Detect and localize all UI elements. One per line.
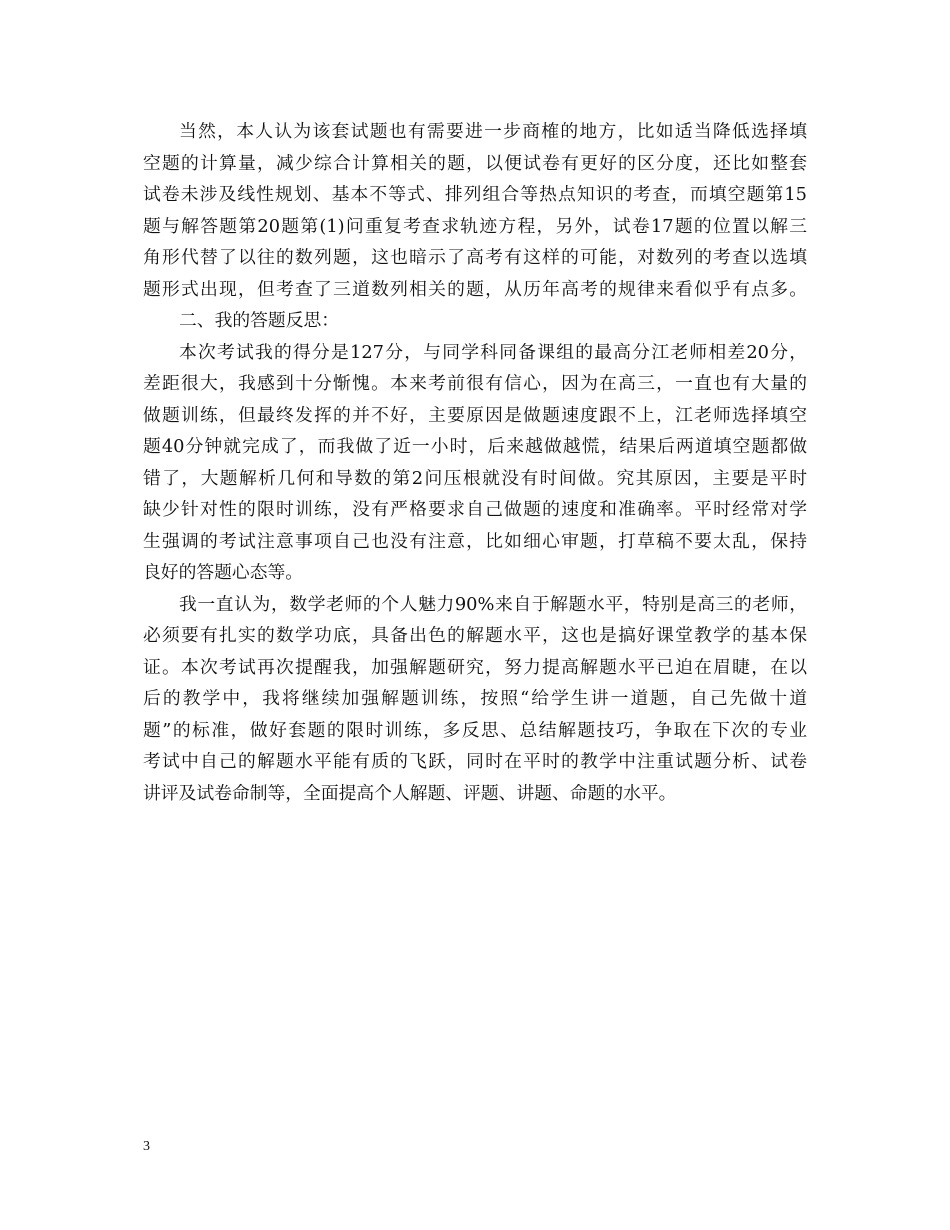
text-line: 缺少针对性的限时训练，没有严格要求自己做题的速度和准确率。平时经常对学 [143, 499, 807, 520]
paragraph-exam-critique [143, 116, 807, 305]
section-heading [143, 305, 807, 337]
text-line: 当然，本人认为该套试题也有需要进一步商榷的地方，比如适当降低选择填 [179, 121, 807, 142]
text-line: 必须要有扎实的数学功底，具备出色的解题水平，这也是搞好课堂教学的基本保 [143, 625, 807, 646]
text-line: 良好的答题心态等。 [143, 562, 304, 583]
paragraph-teaching-plan [143, 589, 807, 810]
text-line: 本次考试我的得分是127分，与同学科同备课组的最高分江老师相差20分， [179, 341, 807, 363]
text-line: 讲评及试卷命制等，全面提高个人解题、评题、讲题、命题的水平。 [143, 782, 677, 804]
text-line: 题形式出现，但考查了三道数列相关的题，从历年高考的规律来看似乎有点多。 [143, 278, 807, 300]
paragraph-answer-reflection [143, 337, 807, 589]
text-line: 我一直认为，数学老师的个人魅力90%来自于解题水平，特别是高三的老师， [179, 593, 807, 615]
text-line: 角形代替了以往的数列题，这也暗示了高考有这样的可能，对数列的考查以选填 [143, 247, 807, 268]
text-line: 证。本次考试再次提醒我，加强解题研究，努力提高解题水平已迫在眉睫，在以 [143, 656, 807, 678]
page-number: 3 [143, 1139, 150, 1154]
text-line: 题”的标准，做好套题的限时训练，多反思、总结解题技巧，争取在下次的专业 [143, 719, 807, 741]
text-line: 考试中自己的解题水平能有质的飞跃，同时在平时的教学中注重试题分析、试卷 [143, 751, 807, 772]
text-line: 做题训练，但最终发挥的并不好，主要原因是做题速度跟不上，江老师选择填空 [143, 404, 807, 426]
section-heading-text: 二、我的答题反思： [179, 310, 340, 331]
text-line: 题与解答题第20题第(1)问重复考查求轨迹方程，另外，试卷17题的位置以解三 [143, 215, 807, 237]
text-line: 试卷未涉及线性规划、基本不等式、排列组合等热点知识的考查，而填空题第15 [143, 184, 807, 205]
text-line: 题40分钟就完成了，而我做了近一小时，后来越做越慌，结果后两道填空题都做 [143, 436, 807, 457]
text-line: 生强调的考试注意事项自己也没有注意，比如细心审题，打草稿不要太乱，保持 [143, 530, 807, 552]
text-line: 差距很大，我感到十分惭愧。本来考前很有信心，因为在高三，一直也有大量的 [143, 373, 807, 394]
text-line: 空题的计算量，减少综合计算相关的题，以便试卷有更好的区分度，还比如整套 [143, 152, 807, 174]
document-body [143, 116, 807, 809]
text-line: 错了，大题解析几何和导数的第2问压根就没有时间做。究其原因，主要是平时 [143, 467, 807, 489]
text-line: 后的教学中，我将继续加强解题训练，按照“给学生讲一道题，自己先做十道 [143, 688, 807, 709]
